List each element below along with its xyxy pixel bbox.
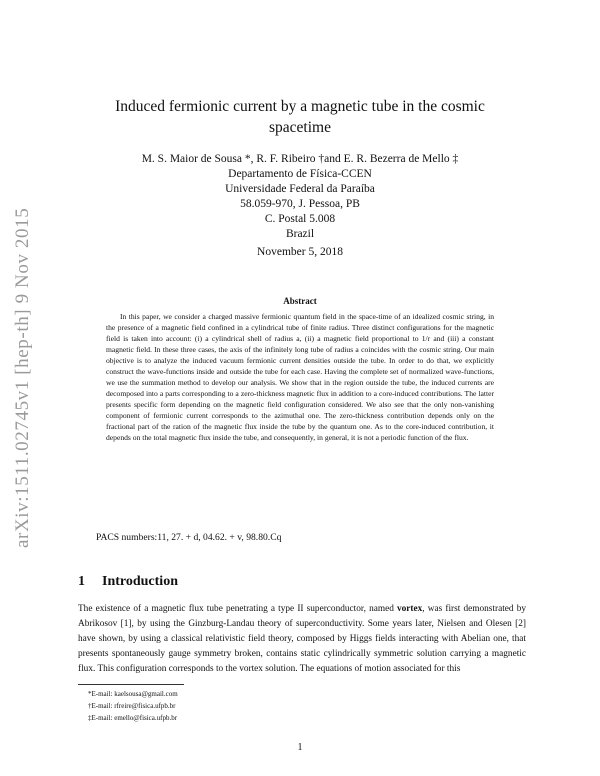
paper-title bbox=[80, 96, 520, 138]
intro-text-part-2: , was first demonstrated by Abrikosov [1], by using the Ginzburg-Landau theory of superconductivity. Some years later, Nielsen and Olesen [2] have shown, by using a classical relativistic field theory, composed by Higgs fields interacting with Abelian one, that presents spontaneously gauge symmetry broken, contains static cylindrically symmetric solution carrying a magnetic flux. This configuration corresponds to the vortex solution. The equations of motion associated for this bbox=[78, 604, 527, 674]
abstract-body: In this paper, we consider a charged massive fermionic quantum field in the space-time of an idealized cosmic string, in the presence of a magnetic field confined in a cylindrical tube of finite radius. Three distinct configurations for the magnetic field is taken into account: (i) a cylindrical shell of radius a, (ii) a magnetic field proportional to 1/r and (iii) a constant magnetic field. In these three cases, the axis of the infinitely long tube of radius a coincides with the cosmic string. Our main objective is to analyze the induced vacuum fermionic current densities outside the tube. In order to do that, we explicitly construct the wave-functions inside and outside the tube for each case. Having the complete set of normalized wave-functions, we use the summation method to develop our analysis. We show that in the region outside the tube, the induced currents are decomposed into a parts corresponding to a zero-thickness magnetic flux in addition to a core-induced contributions. The latter presents specific form depending on the magnetic field configuration considered. We also see that the only non-vanishing component of fermionic current corresponds to the azimuthal one. The zero-thickness contribution depends only on the fractional part of the ration of the magnetic flux inside the tube by the quantum one. As to the core-induced contribution, it depends on the total magnetic flux inside the tube, and consequently, in general, it is not a periodic function of the flux. bbox=[106, 312, 494, 442]
page-number: 1 bbox=[297, 742, 303, 753]
footnotes bbox=[88, 688, 178, 724]
title-line-1: Induced fermionic current by a magnetic tube in the cosmic bbox=[115, 98, 485, 115]
pacs-numbers: PACS numbers:11, 27. + d, 04.62. + v, 98.80.Cq bbox=[96, 532, 282, 543]
abstract-heading: Abstract bbox=[283, 296, 317, 306]
footnote-email-1: *E-mail: kaelsousa@gmail.com bbox=[88, 690, 178, 698]
author-list: M. S. Maior de Sousa *, R. F. Ribeiro †and E. R. Bezerra de Mello ‡ bbox=[141, 153, 459, 165]
intro-text-part-1: The existence of a magnetic flux tube penetrating a type II superconductor, named bbox=[78, 604, 397, 614]
affiliation-postcode: 58.059-970, J. Pessoa, PB bbox=[240, 198, 360, 210]
affiliation-postal-box: C. Postal 5.008 bbox=[264, 213, 336, 225]
title-line-2: spacetime bbox=[269, 119, 331, 136]
arxiv-identifier-stamp: arXiv:1511.02745v1 [hep-th] 9 Nov 2015 bbox=[12, 207, 33, 548]
section-heading-introduction bbox=[78, 574, 178, 590]
section-title: Introduction bbox=[102, 574, 178, 589]
affiliation-country: Brazil bbox=[285, 228, 315, 240]
introduction-paragraph bbox=[78, 602, 526, 677]
paper-date: November 5, 2018 bbox=[257, 246, 343, 258]
affiliation-department: Departamento de Física-CCEN bbox=[228, 168, 372, 180]
footnote-email-2: †E-mail: rfreire@fisica.ufpb.br bbox=[88, 702, 176, 710]
section-number: 1 bbox=[78, 574, 85, 589]
intro-keyword-vortex: vortex bbox=[397, 604, 423, 614]
footnote-email-3: ‡E-mail: emello@fisica.ufpb.br bbox=[88, 714, 178, 722]
affiliation-university: Universidade Federal da Paraíba bbox=[225, 183, 375, 195]
footnote-divider bbox=[78, 684, 184, 685]
author-block bbox=[60, 152, 540, 242]
